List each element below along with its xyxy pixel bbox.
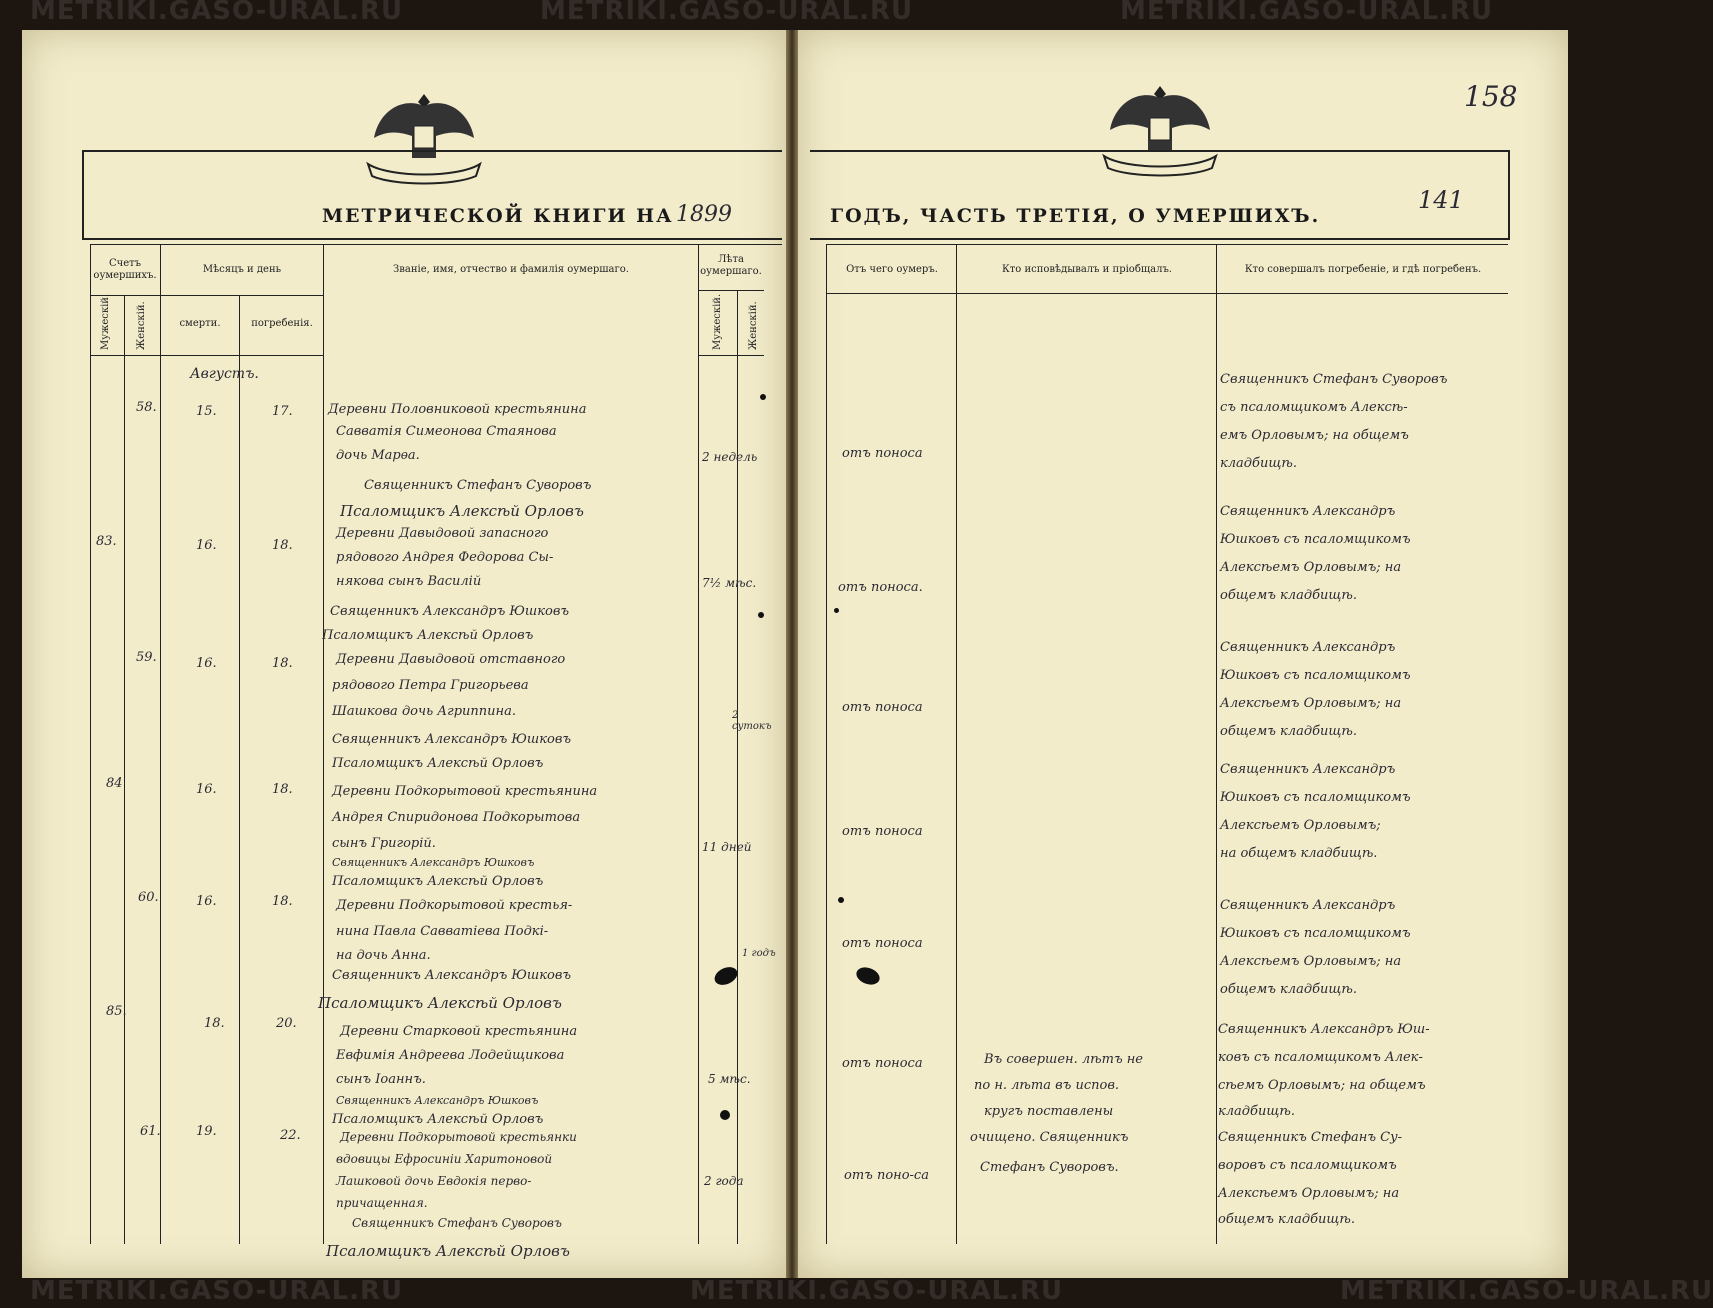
ink-blot bbox=[834, 608, 839, 613]
signature: Псаломщикъ Алексѣй Орловъ bbox=[332, 756, 544, 771]
entry-burial-day: 18. bbox=[272, 656, 293, 671]
entry-name-line: рядового Андрея Федорова Сы- bbox=[336, 550, 554, 565]
rule bbox=[698, 355, 764, 356]
entry-death-day: 18. bbox=[204, 1016, 225, 1031]
rule bbox=[826, 293, 1508, 294]
entry-burial-by-line: общемъ кладбищѣ. bbox=[1220, 982, 1357, 997]
rule bbox=[82, 150, 782, 152]
header-year: 1899 bbox=[676, 202, 732, 227]
entry-age: 2 сутокъ bbox=[732, 710, 772, 732]
entry-female-no: 61. bbox=[140, 1124, 161, 1139]
entry-burial-by-line: Юшковъ съ псаломщикомъ bbox=[1220, 790, 1411, 805]
rule bbox=[323, 244, 324, 1244]
entry-name-line: Деревни Давыдовой запасного bbox=[336, 526, 549, 541]
signature: Священникъ Стефанъ Суворовъ bbox=[352, 1216, 562, 1230]
signature: Священникъ Александръ Юшковъ bbox=[336, 1094, 539, 1107]
watermark: METRIKI.GASO-URAL.RU bbox=[1120, 0, 1494, 26]
entry-age: 1 годъ bbox=[742, 948, 776, 959]
entry-death-day: 16. bbox=[196, 656, 217, 671]
signature: Священникъ Александръ Юшковъ bbox=[332, 968, 572, 983]
entry-burial-by-line: кладбищѣ. bbox=[1220, 456, 1297, 471]
old-page-number: 141 bbox=[1418, 186, 1464, 214]
entry-cause: отъ поноса. bbox=[838, 580, 923, 595]
col-count: Счетъ оумершихъ. bbox=[93, 258, 157, 281]
rule bbox=[1508, 150, 1510, 240]
entry-cause: отъ поноса bbox=[842, 700, 923, 715]
entry-burial-by-line: Священникъ Александръ bbox=[1220, 762, 1396, 777]
col-month-day: Мѣсяцъ и день bbox=[202, 264, 282, 275]
entry-confessor-line: по н. лѣта въ испов. bbox=[974, 1078, 1120, 1093]
entry-burial-by-line: общемъ кладбищѣ. bbox=[1218, 1212, 1355, 1227]
entry-burial-day: 18. bbox=[272, 782, 293, 797]
col-death: смерти. bbox=[179, 318, 221, 329]
signature: Священникъ Александръ Юшковъ bbox=[332, 732, 572, 747]
rule bbox=[90, 355, 323, 356]
entry-burial-by-line: емъ Орловымъ; на общемъ bbox=[1220, 428, 1409, 443]
entry-death-day: 16. bbox=[196, 894, 217, 909]
entry-burial-by-line: Священникъ Александръ bbox=[1220, 640, 1396, 655]
entry-burial-by-line: Алексѣемъ Орловымъ; на bbox=[1218, 1186, 1400, 1201]
signature: Псаломщикъ Алексѣй Орловъ bbox=[332, 1112, 544, 1127]
ink-blot bbox=[720, 1110, 730, 1120]
watermark: METRIKI.GASO-URAL.RU bbox=[30, 1276, 404, 1306]
double-headed-eagle-emblem-icon bbox=[1096, 78, 1224, 178]
rule bbox=[826, 244, 827, 1244]
entry-death-day: 19. bbox=[196, 1124, 217, 1139]
book-gutter bbox=[786, 30, 798, 1278]
entry-burial-by-line: Юшковъ съ псаломщикомъ bbox=[1220, 668, 1411, 683]
rule bbox=[810, 238, 1510, 240]
entry-female-no: 58. bbox=[136, 400, 157, 415]
rule bbox=[160, 244, 161, 1244]
entry-burial-by-line: Алексѣемъ Орловымъ; на bbox=[1220, 560, 1402, 575]
col-name: Званіе, имя, отчество и фамилія оумершаго. bbox=[393, 264, 629, 275]
entry-cause: отъ поноса bbox=[842, 936, 923, 951]
entry-burial-by-line: Священникъ Стефанъ Суворовъ bbox=[1220, 372, 1448, 387]
entry-age: 2 года bbox=[704, 1174, 744, 1188]
entry-burial-by-line: Юшковъ съ псаломщикомъ bbox=[1220, 532, 1411, 547]
entry-burial-by-line: Священникъ Александръ bbox=[1220, 504, 1396, 519]
entry-name-line: Деревни Давыдовой отставного bbox=[336, 652, 566, 667]
rule bbox=[737, 290, 738, 1244]
entry-burial-by-line: общемъ кладбищѣ. bbox=[1220, 588, 1357, 603]
header-title-right: ГОДЪ, ЧАСТЬ ТРЕТІЯ, О УМЕРШИХЪ. bbox=[830, 205, 1321, 227]
rule bbox=[956, 244, 957, 1244]
entry-name-line: Евфимія Андреева Лодейщикова bbox=[336, 1048, 565, 1063]
entry-burial-by-line: Алексѣемъ Орловымъ; bbox=[1220, 818, 1381, 833]
entry-name-line: Лашковой дочь Евдокія перво- bbox=[336, 1174, 532, 1188]
entry-name-line: Деревни Подкорытовой крестья- bbox=[336, 898, 573, 913]
entry-confessor-line: кругъ поставлены bbox=[984, 1104, 1114, 1119]
col-burial-by: Кто совершалъ погребеніе, и гдѣ погребенъ. bbox=[1244, 264, 1482, 275]
signature: Псаломщикъ Алексѣй Орловъ bbox=[322, 628, 534, 643]
page-number: 158 bbox=[1464, 80, 1518, 113]
watermark: METRIKI.GASO-URAL.RU bbox=[30, 0, 404, 26]
entry-burial-by-line: кладбищѣ. bbox=[1218, 1104, 1295, 1119]
entry-burial-by-line: Алексѣемъ Орловымъ; на bbox=[1220, 954, 1402, 969]
signature: Псаломщикъ Алексѣй Орловъ bbox=[318, 994, 562, 1012]
rule bbox=[810, 150, 1510, 152]
month-label: Августъ. bbox=[190, 366, 259, 382]
entry-burial-day: 18. bbox=[272, 538, 293, 553]
entry-age: 5 мѣс. bbox=[708, 1072, 751, 1086]
entry-name-line: Деревни Подкорытовой крестьянки bbox=[340, 1130, 577, 1144]
entry-death-day: 16. bbox=[196, 538, 217, 553]
col-burial: погребенія. bbox=[251, 318, 313, 329]
entry-death-day: 16. bbox=[196, 782, 217, 797]
entry-name-line: Андрея Спиридонова Подкорытова bbox=[332, 810, 581, 825]
double-headed-eagle-emblem-icon bbox=[360, 86, 488, 186]
entry-name-line: някова сынъ Василій bbox=[336, 574, 482, 589]
entry-confessor-line: Стефанъ Суворовъ. bbox=[980, 1160, 1119, 1175]
entry-name-line: дочь Марѳа. bbox=[336, 448, 420, 463]
entry-burial-by-line: съ псаломщикомъ Алексѣ- bbox=[1220, 400, 1408, 415]
entry-male-no: 84 bbox=[106, 776, 123, 791]
col-confessor: Кто исповѣдывалъ и пріобщалъ. bbox=[1002, 264, 1172, 275]
rule bbox=[1216, 244, 1217, 1244]
entry-male-no: 83. bbox=[96, 534, 117, 549]
entry-burial-by-line: на общемъ кладбищѣ. bbox=[1220, 846, 1378, 861]
col-cause: Отъ чего оумеръ. bbox=[846, 264, 938, 275]
entry-name-line: Деревни Старковой крестьянина bbox=[340, 1024, 578, 1039]
watermark: METRIKI.GASO-URAL.RU bbox=[540, 0, 914, 26]
entry-name-line: на дочь Анна. bbox=[336, 948, 431, 963]
entry-name-line: причащенная. bbox=[336, 1196, 428, 1210]
entry-age: 11 дней bbox=[702, 840, 752, 854]
rule bbox=[90, 244, 782, 245]
rule bbox=[90, 295, 323, 296]
signature: Псаломщикъ Алексѣй Орловъ bbox=[326, 1242, 570, 1260]
rule bbox=[82, 238, 782, 240]
entry-burial-by-line: Алексѣемъ Орловымъ; на bbox=[1220, 696, 1402, 711]
entry-name-line: сынъ Григорій. bbox=[332, 836, 436, 851]
rule bbox=[124, 295, 125, 1244]
entry-cause: отъ поно-са bbox=[844, 1168, 929, 1183]
entry-death-day: 15. bbox=[196, 404, 217, 419]
rule bbox=[90, 244, 91, 1244]
rule bbox=[82, 150, 84, 240]
signature: Священникъ Александръ Юшковъ bbox=[332, 856, 535, 869]
entry-burial-day: 20. bbox=[276, 1016, 297, 1031]
entry-name-line: нина Павла Савватіева Подкі- bbox=[336, 924, 549, 939]
signature: Псаломщикъ Алексѣй Орловъ bbox=[332, 874, 544, 889]
col-age: Лѣта оумершаго. bbox=[700, 254, 762, 277]
watermark: METRIKI.GASO-URAL.RU bbox=[1340, 1276, 1713, 1306]
entry-male-no: 85. bbox=[106, 1004, 127, 1019]
entry-cause: отъ поноса bbox=[842, 824, 923, 839]
entry-name-line: рядового Петра Григорьева bbox=[332, 678, 529, 693]
entry-burial-day: 18. bbox=[272, 894, 293, 909]
col-count-female: Женскій. bbox=[136, 301, 147, 350]
ink-blot bbox=[838, 897, 844, 903]
entry-name-line: Деревни Половниковой крестьянина bbox=[328, 402, 587, 417]
rule bbox=[239, 295, 240, 1244]
entry-burial-by-line: общемъ кладбищѣ. bbox=[1220, 724, 1357, 739]
entry-burial-by-line: ковъ съ псаломщикомъ Алек- bbox=[1218, 1050, 1423, 1065]
entry-burial-by-line: Священникъ Александръ bbox=[1220, 898, 1396, 913]
entry-name-line: Савватія Симеонова Стаянова bbox=[336, 424, 557, 439]
col-age-male: Мужескій. bbox=[712, 293, 723, 350]
entry-name-line: сынъ Іоаннъ. bbox=[336, 1072, 426, 1087]
rule bbox=[698, 290, 764, 291]
signature: Священникъ Александръ Юшковъ bbox=[330, 604, 570, 619]
entry-burial-by-line: воровъ съ псаломщикомъ bbox=[1218, 1158, 1397, 1173]
entry-burial-by-line: сѣемъ Орловымъ; на общемъ bbox=[1218, 1078, 1426, 1093]
rule bbox=[826, 244, 1508, 245]
col-age-female: Женскій. bbox=[748, 301, 759, 350]
signature: Псаломщикъ Алексѣй Орловъ bbox=[340, 502, 584, 520]
entry-burial-by-line: Священникъ Стефанъ Су- bbox=[1218, 1130, 1403, 1145]
entry-age: 7½ мѣс. bbox=[702, 576, 757, 590]
entry-cause: отъ поноса bbox=[842, 446, 923, 461]
entry-name-line: Деревни Подкорытовой крестьянина bbox=[332, 784, 598, 799]
ink-blot bbox=[760, 394, 766, 400]
signature: Священникъ Стефанъ Суворовъ bbox=[364, 478, 592, 493]
rule bbox=[698, 244, 699, 1244]
entry-burial-by-line: Юшковъ съ псаломщикомъ bbox=[1220, 926, 1411, 941]
ink-blot bbox=[758, 612, 764, 618]
header-title-left: МЕТРИЧЕСКОЙ КНИГИ НА bbox=[322, 205, 674, 227]
entry-burial-day: 22. bbox=[280, 1128, 301, 1143]
entry-burial-day: 17. bbox=[272, 404, 293, 419]
entry-burial-by-line: Священникъ Александръ Юш- bbox=[1218, 1022, 1430, 1037]
watermark: METRIKI.GASO-URAL.RU bbox=[690, 1276, 1064, 1306]
entry-confessor-line: Въ совершен. лѣтъ не bbox=[984, 1052, 1144, 1067]
entry-age: 2 недель bbox=[702, 450, 758, 464]
entry-name-line: Шашкова дочь Агриппина. bbox=[332, 704, 516, 719]
entry-name-line: вдовицы Ефросиніи Харитоновой bbox=[336, 1152, 553, 1166]
entry-cause: отъ поноса bbox=[842, 1056, 923, 1071]
entry-female-no: 59. bbox=[136, 650, 157, 665]
entry-confessor-line: очищено. Священникъ bbox=[970, 1130, 1129, 1145]
col-count-male: Мужескій. bbox=[100, 293, 111, 350]
entry-female-no: 60. bbox=[138, 890, 159, 905]
